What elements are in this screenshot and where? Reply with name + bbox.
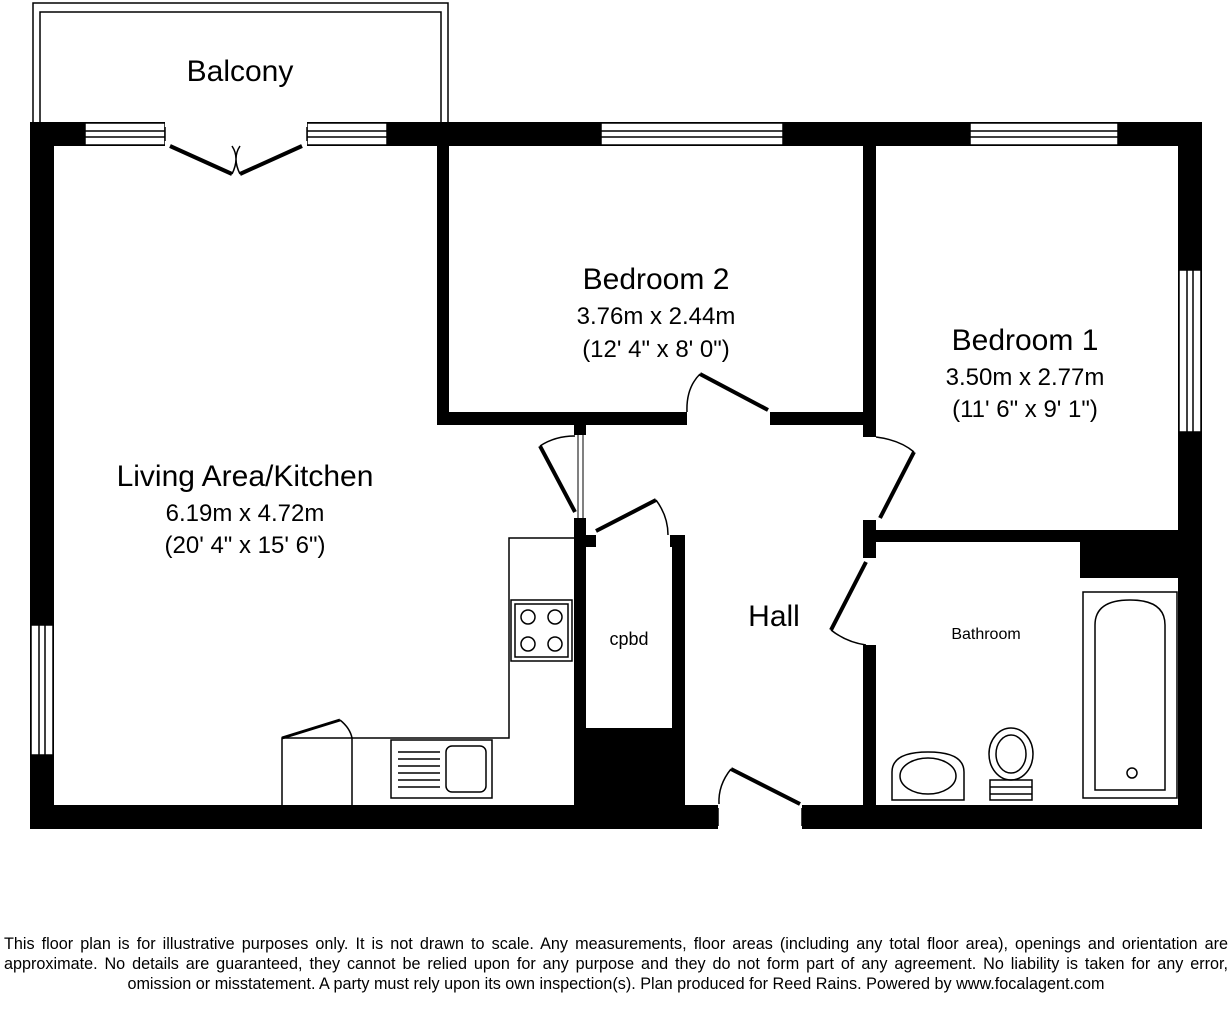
bedroom1-metric: 3.50m x 2.77m <box>945 364 1105 391</box>
entrance-door-swing <box>719 769 800 804</box>
balcony-label: Balcony <box>186 55 294 88</box>
bedroom2-door-swing <box>687 374 768 412</box>
window-living-left-top <box>85 123 165 145</box>
bedroom1-door-swing <box>876 437 914 518</box>
bedroom1-label: Bedroom 1 <box>951 324 1099 357</box>
appliance-unit <box>282 720 352 806</box>
hall-label: Hall <box>748 600 800 633</box>
living-metric: 6.19m x 4.72m <box>165 500 325 527</box>
bathroom-door-swing <box>831 562 866 645</box>
bedroom2-metric: 3.76m x 2.44m <box>576 303 736 330</box>
windows <box>31 123 1201 755</box>
window-bedroom2 <box>601 123 783 145</box>
disclaimer-text: This floor plan is for illustrative purposes only. It is not drawn to scale. Any measurements, floor areas (including any total floor area), openings and orientation are approximate. No details are guaranteed, they cannot be relied upon for any purpose and they do not form part of any agreement. No liability is taken for any error, omission or misstatement. A party must rely upon its own inspection(s). Plan produced for Reed Rains. Powered by www.focalagent.com <box>4 935 1228 993</box>
entrance-opening <box>718 804 802 830</box>
bedroom1-imperial: (11' 6" x 9' 1") <box>952 396 1098 423</box>
bedroom2-label: Bedroom 2 <box>582 263 730 296</box>
bathtub <box>1083 592 1177 798</box>
kitchen-counter <box>352 538 574 738</box>
window-living-side <box>31 625 53 755</box>
hob <box>511 600 572 661</box>
window-living-right-top <box>307 123 387 145</box>
living-imperial: (20' 4" x 15' 6") <box>164 532 326 559</box>
living-label: Living Area/Kitchen <box>116 460 374 493</box>
toilet <box>989 728 1033 800</box>
window-bedroom1-side <box>1179 270 1201 432</box>
balcony-french-doors <box>165 121 307 174</box>
sink <box>391 740 492 798</box>
cupboard-door-swing <box>596 500 668 535</box>
bathroom-label: Bathroom <box>951 626 1021 643</box>
cupboard-label: cpbd <box>609 629 649 649</box>
window-bedroom1-top <box>970 123 1118 145</box>
basin <box>892 752 964 800</box>
interior-walls <box>437 140 1180 810</box>
bedroom2-imperial: (12' 4" x 8' 0") <box>582 336 730 363</box>
living-door-swing <box>540 435 583 518</box>
